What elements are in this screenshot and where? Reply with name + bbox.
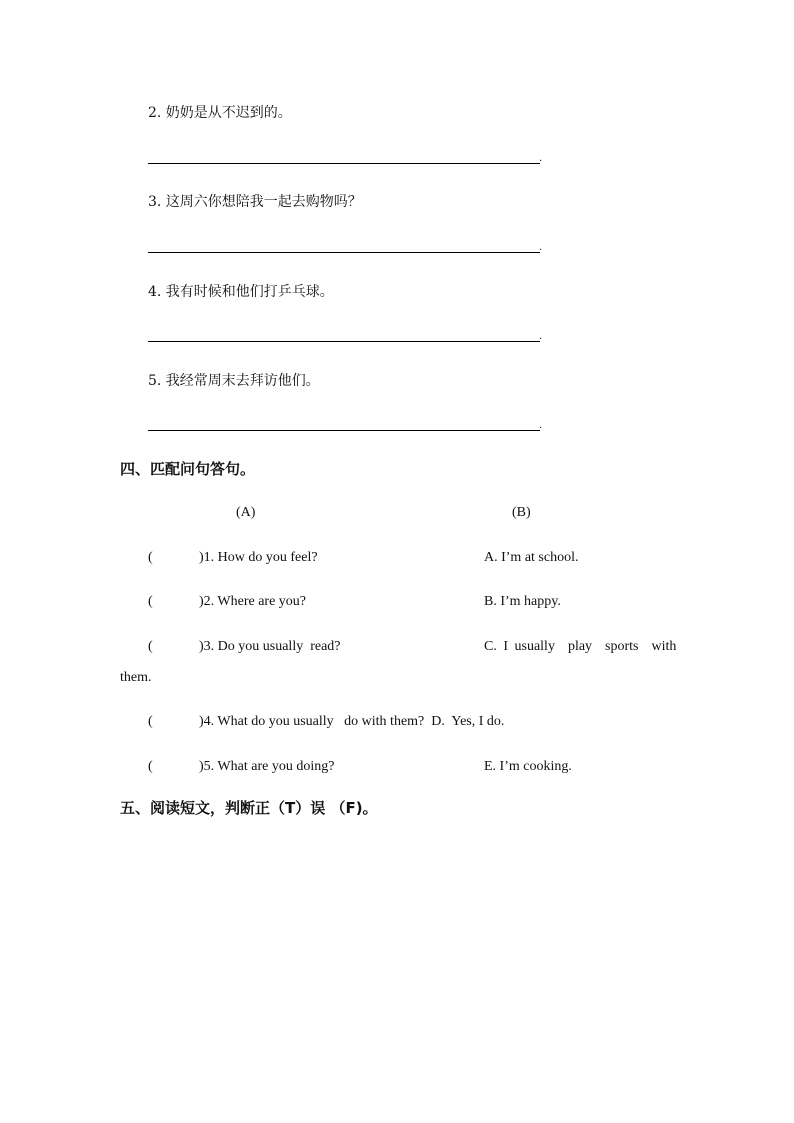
answer-line-2[interactable] [148, 163, 540, 164]
section5-heading: 五、阅读短文，判断正（T）误 （F)。 [120, 799, 378, 817]
match-question-4: )4. What do you usually do with them? D. Yes, I do. [199, 714, 505, 729]
line-end-5: . [539, 420, 543, 431]
line-end-4: . [539, 331, 543, 342]
match-question-2: )2. Where are you? [199, 594, 307, 609]
answer-line-5[interactable] [148, 430, 540, 431]
answer-blank-5[interactable]: ( [148, 759, 153, 774]
question-3: 3. 这周六你想陪我一起去购物吗？ [148, 194, 362, 210]
match-answer-a: A. I’m at school. [484, 550, 579, 565]
match-question-1: )1. How do you feel? [199, 550, 318, 565]
answer-line-4[interactable] [148, 341, 540, 342]
answer-blank-3[interactable]: ( [148, 639, 153, 654]
match-answer-e: E. I’m cooking. [484, 759, 572, 774]
answer-blank-4[interactable]: ( [148, 714, 153, 729]
match-question-5: )5. What are you doing? [199, 759, 335, 774]
question-5: 5. 我经常周末去拜访他们。 [148, 373, 320, 389]
answer-blank-2[interactable]: ( [148, 594, 153, 609]
question-2: 2. 奶奶是从不迟到的。 [148, 105, 292, 121]
match-answer-c-continued: them. [120, 670, 152, 685]
section4-heading: 四、匹配问句答句。 [120, 460, 256, 478]
match-answer-b: B. I’m happy. [484, 594, 561, 609]
question-4: 4. 我有时候和他们打乒乓球。 [148, 284, 334, 300]
answer-blank-1[interactable]: ( [148, 550, 153, 565]
match-answer-c: C. I usually play sports with [484, 639, 677, 654]
column-b-label: (B) [512, 505, 531, 520]
column-a-label: (A) [236, 505, 256, 520]
match-question-3: )3. Do you usually read? [199, 639, 341, 654]
line-end-2: . [539, 153, 543, 164]
line-end-3: . [539, 242, 543, 253]
answer-line-3[interactable] [148, 252, 540, 253]
